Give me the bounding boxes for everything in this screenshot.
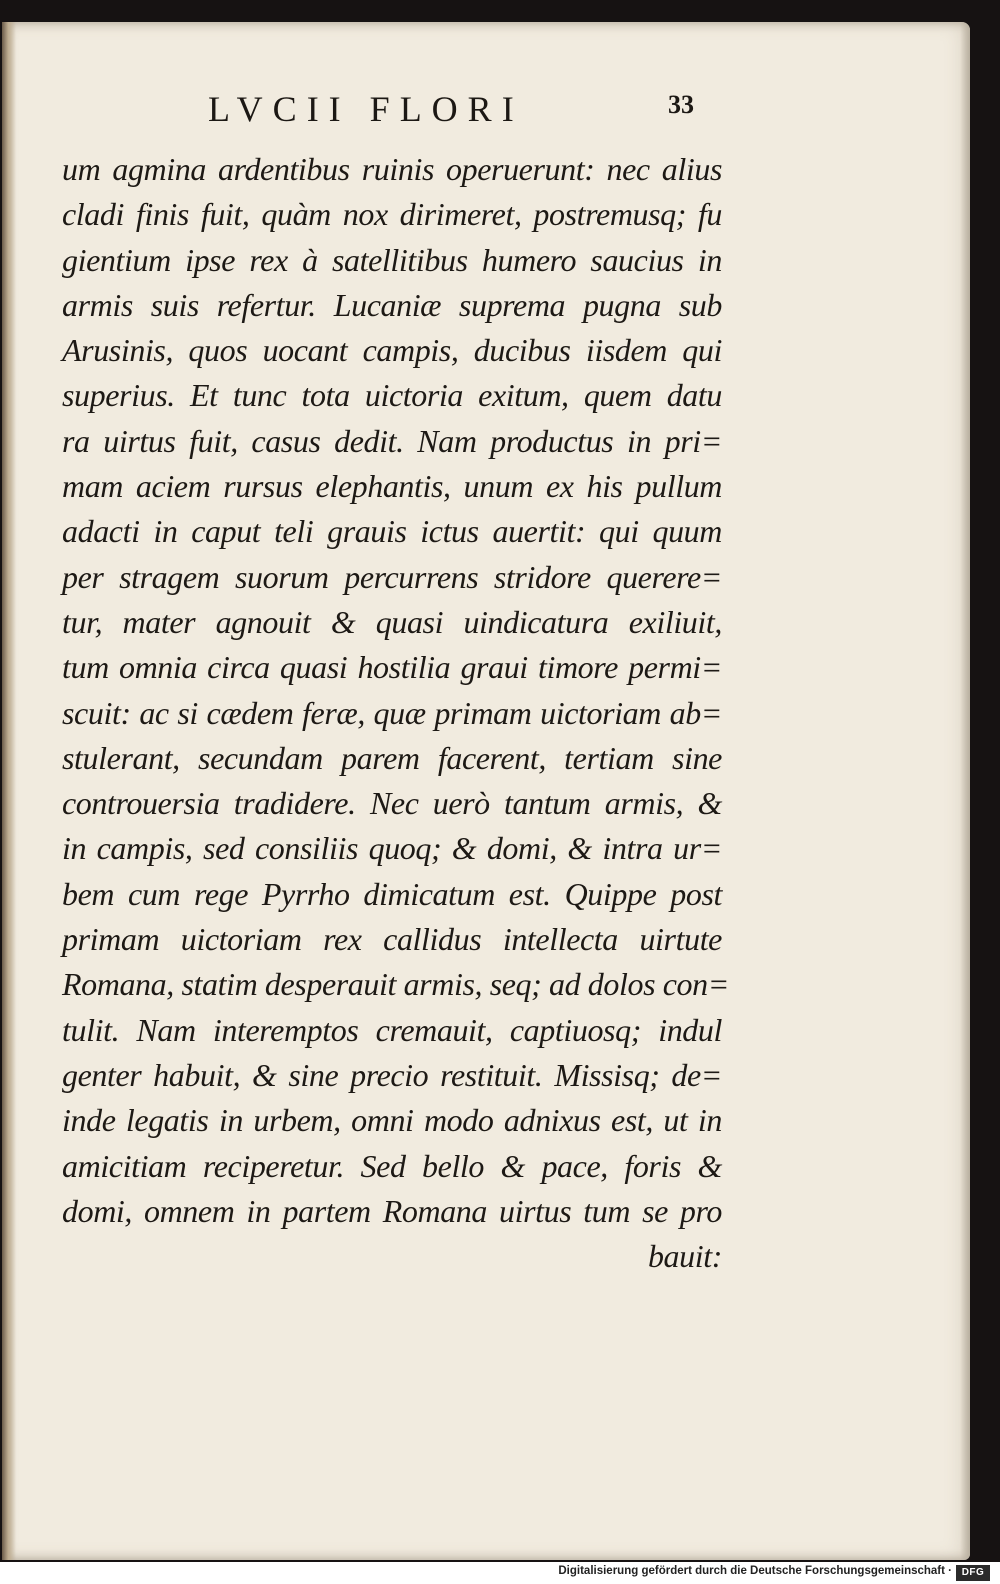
text-line: bauit: [647, 1238, 722, 1275]
text-line: scuit: ac si cædem feræ, quæ primam uictoriam ab= [62, 694, 722, 731]
running-head [62, 80, 742, 130]
text-line: controuersia tradidere. Nec uerò tantum armis, & [62, 785, 722, 822]
page-number: 33 [668, 90, 694, 119]
text-line: inde legatis in urbem, omni modo adnixus est, ut in [62, 1102, 722, 1139]
text-line: per stragem suorum percurrens stridore querere= [62, 558, 722, 595]
text-line: superius. Et tunc tota uictoria exitum, quem datu [62, 377, 722, 414]
footer-credit: Digitalisierung gefördert durch die Deutsche Forschungsgemeinschaft · [558, 1565, 952, 1577]
text-line: tur, mater agnouit & quasi uindicatura exiliuit, [62, 603, 722, 640]
text-line: adacti in caput teli grauis ictus auertit: qui quum [62, 513, 722, 550]
dfg-logo: DFG [956, 1565, 990, 1581]
text-line: amicitiam reciperetur. Sed bello & pace, foris & [62, 1147, 722, 1184]
text-line: stulerant, secundam parem facerent, tertiam sine [62, 739, 722, 776]
text-line: primam uictoriam rex callidus intellecta uirtute [62, 921, 722, 958]
book-page [2, 22, 970, 1560]
text-line: Romana, statim desperauit armis, seq; ad dolos con= [62, 966, 729, 1003]
footer-bar [0, 1562, 1000, 1584]
page-fore-edge [960, 22, 970, 1560]
text-line: genter habuit, & sine precio restituit. Missisq; de= [62, 1056, 722, 1093]
page-gutter-shadow [2, 22, 16, 1560]
body-text [62, 147, 729, 1279]
text-line: domi, omnem in partem Romana uirtus tum se pro [62, 1192, 722, 1229]
text-line: bem cum rege Pyrrho dimicatum est. Quippe post [62, 875, 722, 912]
text-line: armis suis refertur. Lucaniæ suprema pugna sub [62, 286, 722, 323]
text-line: cladi finis fuit, quàm nox dirimeret, postremusq; fu [62, 196, 722, 233]
text-line: um agmina ardentibus ruinis operuerunt: nec alius [62, 151, 722, 187]
text-line: mam aciem rursus elephantis, unum ex his pullum [62, 468, 722, 505]
text-line: tum omnia circa quasi hostilia graui timore permi= [62, 649, 722, 686]
text-line: ra uirtus fuit, casus dedit. Nam productus in pri= [62, 422, 722, 459]
text-line: gientium ipse rex à satellitibus humero saucius in [62, 241, 722, 278]
running-title: LVCII FLORI [208, 89, 524, 129]
text-line: tulit. Nam interemptos cremauit, captiuosq; indul [62, 1011, 722, 1048]
text-line: Arusinis, quos uocant campis, ducibus iisdem qui [62, 332, 722, 369]
text-line: in campis, sed consiliis quoq; & domi, & intra ur= [62, 830, 722, 867]
